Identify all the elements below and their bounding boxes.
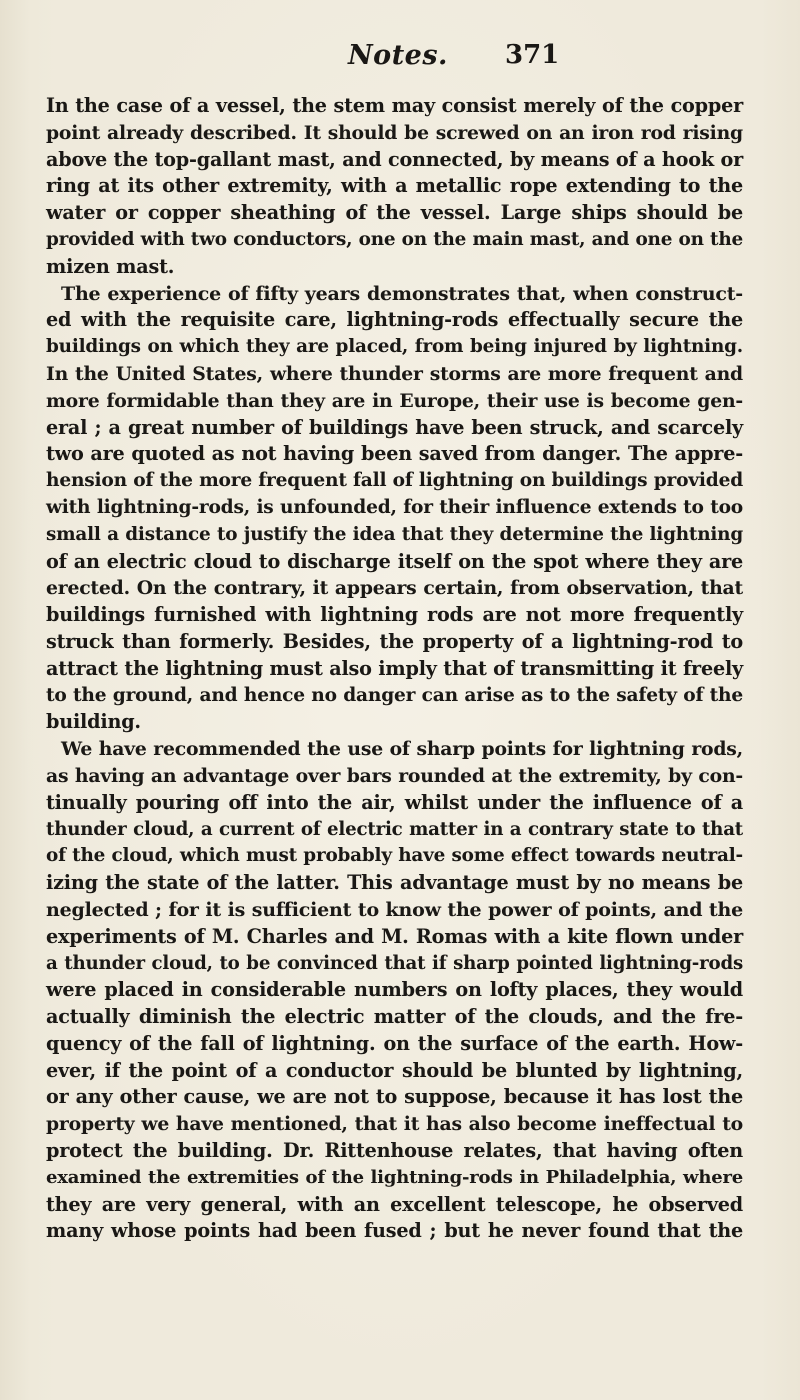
text-line: actually diminish the electric matter of the clouds, and the fre-	[46, 1005, 743, 1029]
text-line: thunder cloud, a current of electric matter in a contrary state to that	[46, 818, 743, 840]
text-line: property we have mentioned, that it has also become ineffectual to	[46, 1113, 743, 1136]
text-line: mizen mast.	[46, 254, 175, 278]
text-line: erected. On the contrary, it appears certain, from observation, that	[46, 577, 743, 600]
text-line: experiments of M. Charles and M. Romas with a kite flown under	[46, 924, 743, 948]
text-line: with lightning-rods, is unfounded, for their influence extends to too	[46, 496, 743, 518]
text-line: In the United States, where thunder storms are more frequent and	[46, 362, 743, 385]
text-line: were placed in considerable numbers on lofty places, they would	[46, 978, 743, 1002]
text-line: above the top-gallant mast, and connected, by means of a hook or	[46, 147, 743, 171]
text-line: neglected ; for it is sufficient to know the power of points, and the	[46, 898, 743, 921]
text-line: water or copper sheathing of the vessel. Large ships should be	[46, 201, 743, 225]
text-line: many whose points had been fused ; but he never found that the	[46, 1219, 743, 1243]
text-line: as having an advantage over bars rounded at the extremity, by con-	[46, 764, 743, 787]
text-line: buildings furnished with lightning rods are not more frequently	[46, 603, 743, 627]
text-line: ring at its other extremity, with a metallic rope extending to the	[46, 174, 743, 198]
text-line: they are very general, with an excellent telescope, he observed	[46, 1192, 743, 1216]
text-line: small a distance to justify the idea that they determine the lightning	[46, 523, 743, 545]
text-line: quency of the fall of lightning. on the surface of the earth. How-	[46, 1031, 743, 1055]
text-line: of an electric cloud to discharge itself on the spot where they are	[46, 549, 743, 573]
text-line: two are quoted as not having been saved from danger. The appre-	[46, 442, 743, 466]
text-line: of the cloud, which must probably have some effect towards neutral-	[46, 845, 743, 867]
text-line: building.	[46, 710, 141, 734]
text-line: eral ; a great number of buildings have been struck, and scarcely	[46, 415, 743, 439]
text-line: buildings on which they are placed, from being injured by lightning.	[46, 336, 743, 358]
text-line: ever, if the point of a conductor should be blunted by lightning,	[46, 1058, 743, 1082]
running-title: Notes.	[348, 40, 448, 71]
text-line: protect the building. Dr. Rittenhouse relates, that having often	[46, 1139, 743, 1163]
text-line: to the ground, and hence no danger can arise as to the safety of the	[46, 684, 743, 706]
text-line: examined the extremities of the lightning-rods in Philadelphia, where	[46, 1166, 743, 1188]
text-line: or any other cause, we are not to suppose, because it has lost the	[46, 1085, 743, 1109]
text-line: tinually pouring off into the air, whilst under the influence of a	[46, 790, 743, 814]
text-line: a thunder cloud, to be convinced that if sharp pointed lightning-rods	[46, 952, 743, 974]
text-line: point already described. It should be screwed on an iron rod rising	[46, 121, 743, 144]
text-line: attract the lightning must also imply that of transmitting it freely	[46, 656, 743, 680]
text-line: The experience of fifty years demonstrates that, when construct-	[61, 282, 743, 305]
text-line: In the case of a vessel, the stem may consist merely of the copper	[46, 94, 743, 117]
page-number: 371	[505, 40, 560, 70]
text-line: struck than formerly. Besides, the property of a lightning-rod to	[46, 629, 743, 653]
text-line: hension of the more frequent fall of lightning on buildings provided	[46, 470, 744, 492]
body-text	[46, 93, 743, 1245]
text-line: izing the state of the latter. This advantage must by no means be	[46, 871, 743, 895]
text-line: We have recommended the use of sharp points for lightning rods,	[61, 738, 743, 761]
text-line: more formidable than they are in Europe, their use is become gen-	[46, 389, 743, 412]
text-line: ed with the requisite care, lightning-rods effectually secure the	[46, 308, 743, 332]
page-header	[0, 40, 800, 80]
text-line: provided with two conductors, one on the main mast, and one on the	[46, 228, 743, 250]
